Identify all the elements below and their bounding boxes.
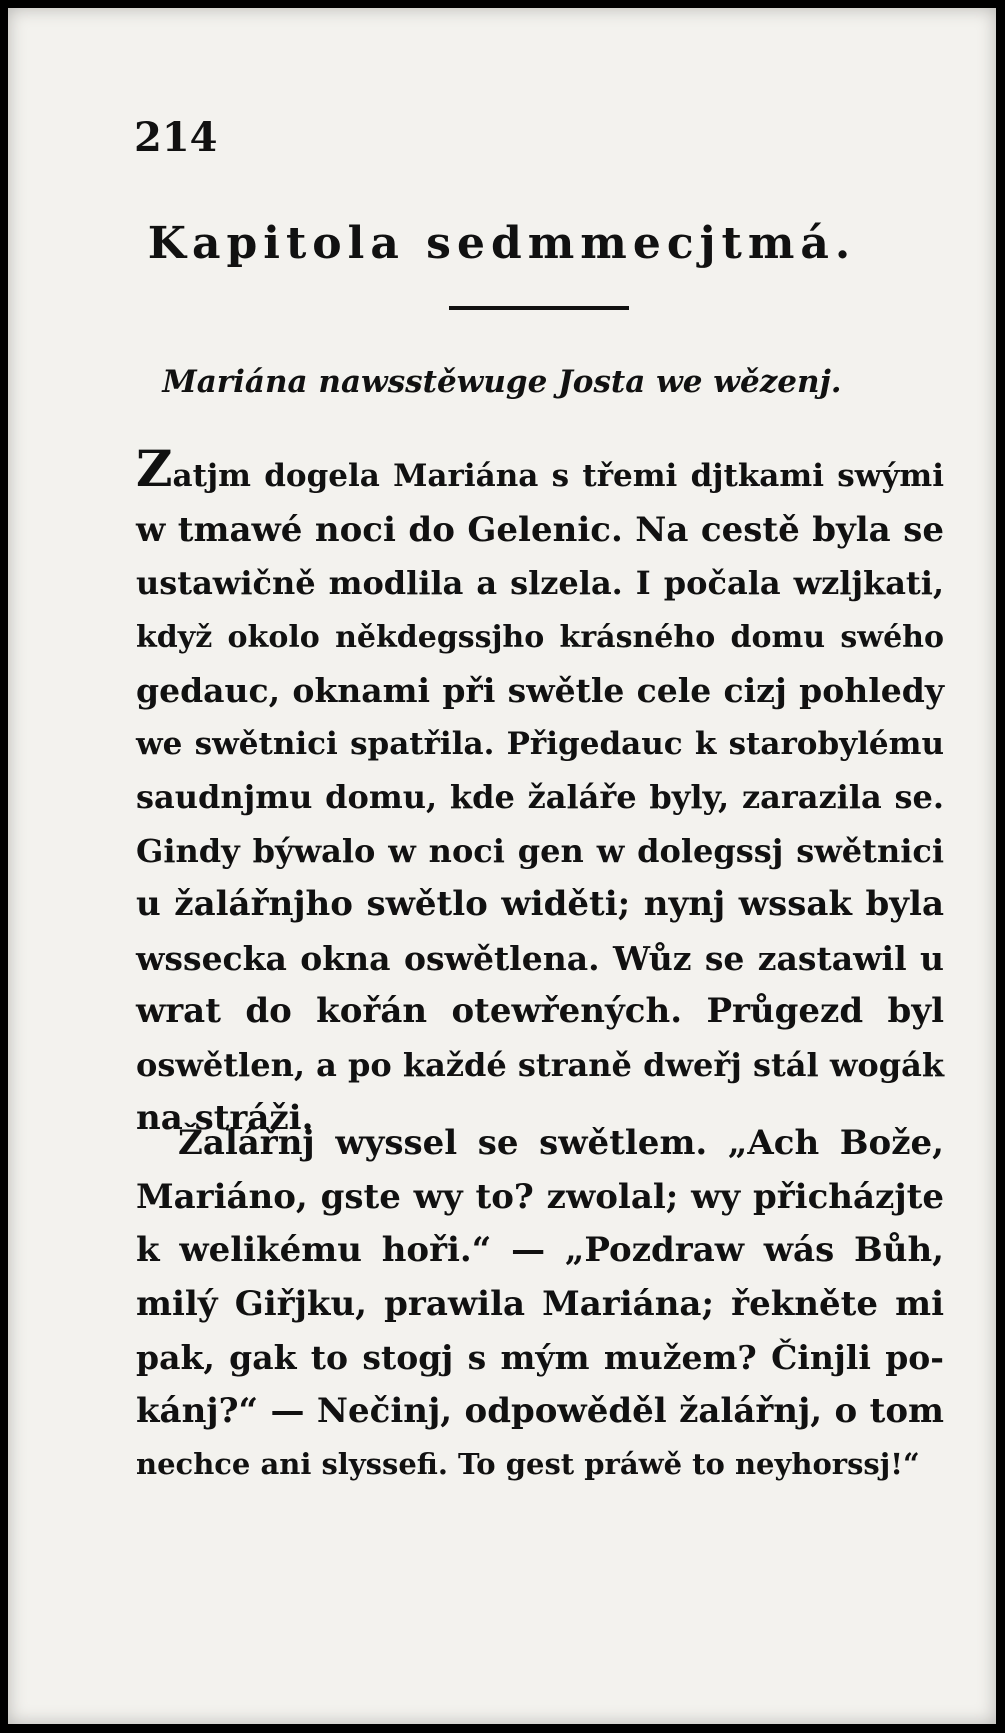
paragraph-line (136, 439, 944, 504)
book-page (8, 8, 996, 1724)
paragraph (136, 1117, 944, 1492)
paragraph-line: oswětlen, a po každé straně dweřj stál wogák (136, 1045, 944, 1084)
paragraph-line: ustawičně modlila a slzela. I počala wzljkati, (136, 564, 944, 602)
paragraph-line: milý Giřjku, prawila Mariána; řekněte mi (136, 1283, 944, 1324)
paragraph-line: u žalářnjho swětlo widěti; nynj wssak byla (136, 884, 944, 924)
title-divider (449, 306, 629, 310)
paragraph-line: když okolo někdegssjho krásného domu swého (136, 619, 944, 655)
paragraph-line: nechce ani slyssefi. To gest práwě to neyhorssj!“ (136, 1447, 920, 1481)
paragraph-line: w tmawé noci do Gelenic. Na cestě byla se (136, 509, 944, 550)
paragraph-line: wrat do kořán otewřených. Průgezd byl (136, 991, 944, 1031)
paragraph-line: gedauc, oknami při swětle cele cizj pohledy (136, 671, 944, 710)
paragraph-line: pak, gak to stogj s mým mužem? Činjli po- (136, 1338, 944, 1377)
paragraph-line-text: atjm dogela Mariána s třemi djtkami swými (172, 458, 944, 494)
chapter-title: Kapitola sedmmecjtmá. (147, 218, 857, 269)
paragraph-line: saudnjmu domu, kde žaláře byly, zarazila se. (136, 778, 944, 816)
drop-cap: Z (136, 439, 173, 498)
paragraph-line: Žalářnj wyssel se swětlem. „Ach Bože, (178, 1123, 944, 1163)
paragraph-line: wssecka okna oswětlena. Wůz se zastawil u (136, 938, 944, 978)
page-number: 214 (134, 114, 218, 161)
paragraph-line: na stráži. (136, 1098, 314, 1138)
paragraph-line: we swětnici spatřila. Přigedauc k starobylému (136, 725, 944, 762)
paragraph-line: k welikému hoři.“ — „Pozdraw wás Bůh, (136, 1230, 944, 1270)
chapter-subtitle: Mariána nawsstěwuge Josta we wězenj. (162, 364, 842, 400)
paragraph (136, 439, 944, 1146)
paragraph-line: Mariáno, gste wy to? zwolal; wy přicházjte (136, 1176, 944, 1217)
paragraph-line: Gindy býwalo w noci gen w dolegssj swětnici (136, 831, 944, 870)
paragraph-line: kánj?“ — Nečinj, odpowěděl žalářnj, o tom (136, 1390, 944, 1431)
